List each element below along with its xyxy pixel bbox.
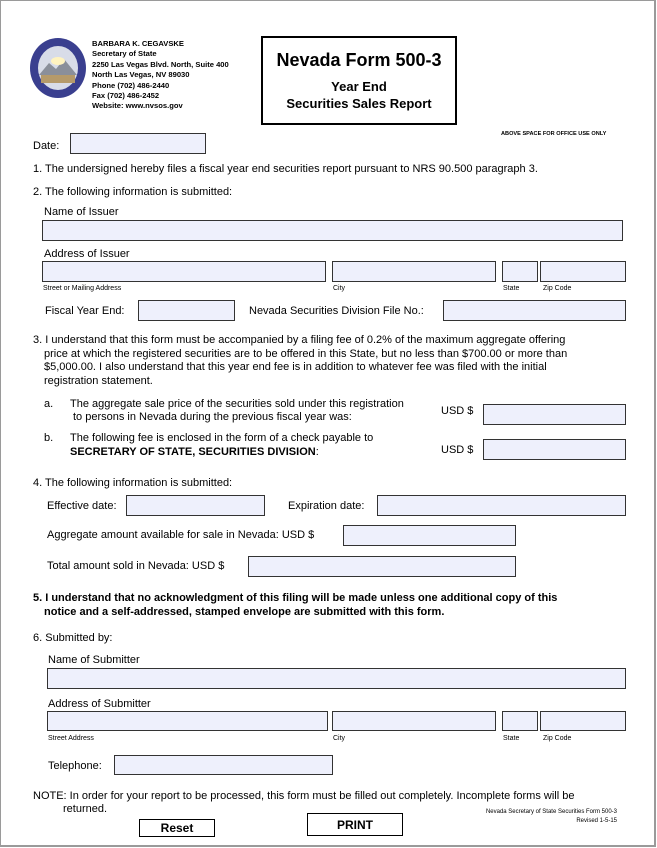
total-sold-input[interactable] — [248, 556, 516, 577]
date-label: Date: — [33, 140, 60, 152]
city-sublabel: City — [333, 735, 346, 742]
phone: Phone (702) 486-2440 — [92, 80, 170, 90]
total-sold-label: Total amount sold in Nevada: USD $ — [47, 560, 225, 572]
note-line-2: returned. — [63, 803, 108, 815]
item-2-heading: 2. The following information is submitted: — [33, 186, 233, 198]
issuer-street-input[interactable] — [42, 261, 326, 282]
item-3-line: registration statement. — [44, 374, 153, 387]
office-use-note: ABOVE SPACE FOR OFFICE USE ONLY — [501, 131, 607, 137]
note-line-1: NOTE: In order for your report to be processed, this form must be filled out completely. Incomplete forms will be — [33, 790, 575, 802]
street-sublabel: Street Address — [48, 735, 94, 742]
submitter-name-label: Name of Submitter — [48, 654, 140, 666]
aggregate-available-input[interactable] — [343, 525, 516, 546]
zip-sublabel: Zip Code — [543, 735, 572, 742]
issuer-address-label: Address of Issuer — [44, 248, 130, 260]
item-3-text — [33, 334, 567, 388]
issuer-name-input[interactable] — [42, 220, 623, 241]
item-4-heading: 4. The following information is submitted: — [33, 477, 233, 489]
item-1-text: 1. The undersigned hereby files a fiscal year end securities report pursuant to NRS 90.500 paragraph 3. — [33, 163, 538, 175]
date-input[interactable] — [70, 133, 206, 154]
city-line: North Las Vegas, NV 89030 — [92, 70, 190, 80]
expiration-date-label: Expiration date: — [288, 500, 365, 512]
item-3-line: $5,000.00. I also understand that this year end fee is in addition to whatever fee was filed with the initial — [44, 361, 547, 373]
submitter-address-label: Address of Submitter — [48, 698, 151, 710]
item-3-line: 3. I understand that this form must be accompanied by a filing fee of 0.2% of the maximum aggregate offering — [33, 334, 566, 346]
telephone-input[interactable] — [114, 755, 333, 775]
telephone-label: Telephone: — [48, 760, 102, 772]
usd-label: USD $ — [441, 444, 474, 456]
issuer-zip-input[interactable] — [540, 261, 626, 282]
item-5-line: 5. I understand that no acknowledgment of this filing will be made unless one additional copy of this — [33, 592, 558, 604]
nevada-seal-logo — [29, 37, 87, 99]
submitter-name-input[interactable] — [47, 668, 626, 689]
fiscal-year-end-label: Fiscal Year End: — [45, 305, 125, 317]
file-no-label: Nevada Securities Division File No.: — [249, 305, 424, 317]
aggregate-available-label: Aggregate amount available for sale in Nevada: USD $ — [47, 529, 315, 541]
reset-button[interactable]: Reset — [139, 819, 215, 837]
submitter-zip-input[interactable] — [540, 711, 626, 731]
item-3-line: price at which the registered securities are to be offered in this State, but no less than $700.00 or more than — [44, 347, 568, 360]
effective-date-input[interactable] — [126, 495, 265, 516]
effective-date-label: Effective date: — [47, 500, 117, 512]
colon: : — [315, 446, 319, 458]
street-sublabel: Street or Mailing Address — [43, 285, 122, 292]
footer-revision: Revised 1-5-15 — [576, 818, 617, 824]
item-3a-line1: The aggregate sale price of the securities sold under this registration — [70, 398, 404, 410]
item-3a-letter: a. — [44, 398, 54, 410]
print-button[interactable]: PRINT — [307, 813, 403, 836]
secretary-title: Secretary of State — [92, 49, 157, 59]
form-subtitle-2: Securities Sales Report — [286, 96, 432, 111]
form-footer — [486, 808, 617, 826]
file-no-input[interactable] — [443, 300, 626, 321]
fax: Fax (702) 486-2452 — [92, 91, 160, 101]
website: Website: www.nvsos.gov — [92, 101, 183, 111]
secretary-name: BARBARA K. CEGAVSKE — [92, 39, 184, 48]
footer-form-name: Nevada Secretary of State Securities Form 500-3 — [485, 809, 617, 815]
city-sublabel: City — [333, 285, 346, 292]
fiscal-year-end-input[interactable] — [138, 300, 235, 321]
aggregate-sale-price-input[interactable] — [483, 404, 626, 425]
issuer-state-input[interactable] — [502, 261, 538, 282]
item-3b-letter: b. — [44, 432, 54, 444]
item-5-line: notice and a self-addressed, stamped envelope are submitted with this form. — [44, 606, 445, 618]
usd-label: USD $ — [441, 405, 474, 417]
submitter-state-input[interactable] — [502, 711, 538, 731]
title-box — [261, 36, 457, 125]
secretary-contact-block — [92, 39, 229, 112]
fee-enclosed-input[interactable] — [483, 439, 626, 460]
address-line: 2250 Las Vegas Blvd. North, Suite 400 — [92, 59, 229, 69]
item-3b-line1: The following fee is enclosed in the form of a check payable to — [70, 432, 374, 444]
item-3a-line2: to persons in Nevada during the previous fiscal year was: — [73, 411, 352, 423]
submitter-city-input[interactable] — [332, 711, 496, 731]
issuer-city-input[interactable] — [332, 261, 496, 282]
form-subtitle-1: Year End — [331, 79, 387, 94]
state-sublabel: State — [503, 285, 520, 292]
state-sublabel: State — [503, 735, 520, 742]
issuer-name-label: Name of Issuer — [44, 206, 119, 218]
item-6-heading: 6. Submitted by: — [33, 632, 113, 644]
form-title: Nevada Form 500-3 — [276, 50, 442, 70]
payee-name: SECRETARY OF STATE, SECURITIES DIVISION — [70, 446, 316, 458]
submitter-street-input[interactable] — [47, 711, 328, 731]
item-5-text — [33, 591, 557, 619]
expiration-date-input[interactable] — [377, 495, 626, 516]
zip-sublabel: Zip Code — [543, 285, 572, 292]
